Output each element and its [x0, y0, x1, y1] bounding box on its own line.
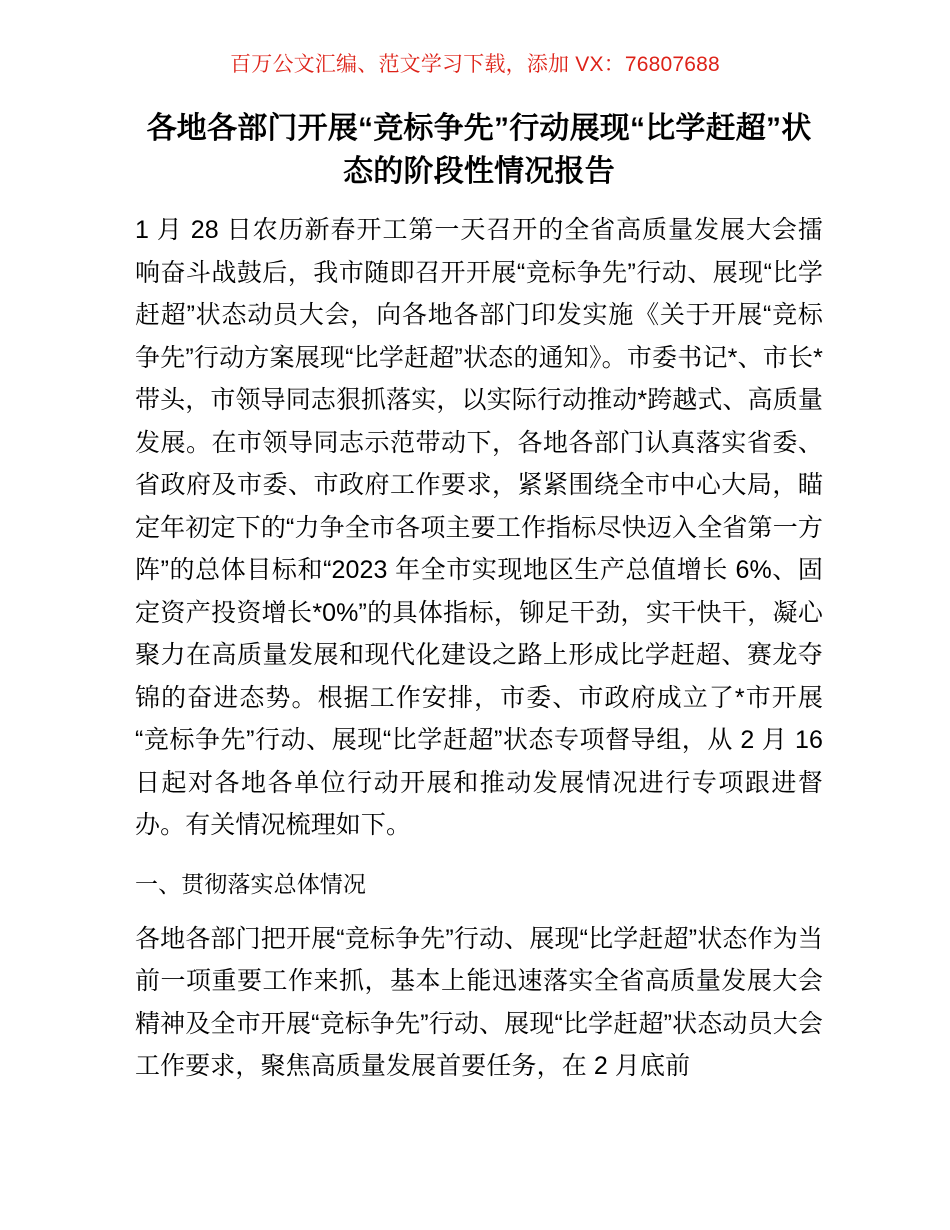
- page-title: 各地各部门开展“竞标争先”行动展现“比学赶超”状态的阶段性情况报告: [146, 112, 812, 188]
- intro-paragraph: 1 月 28 日农历新春开工第一天召开的全省高质量发展大会擂响奋斗战鼓后，我市随即召开开展“竞标争先”行动、展现“比学赶超”状态动员大会，向各地各部门印发实施《关于开展“竞标争先”行动方案展现“比学赶超”状态的通知》。市委书记*、市长*带头，市领导同志狠抓落实，以实际行动推动*跨越式、高质量发展。在市领导同志示范带动下，各地各部门认真落实省委、省政府及市委、市政府工作要求，紧紧围绕全市中心大局，瞄定年初定下的“力争全市各项主要工作指标尽快迈入全省第一方阵”的总体目标和“2023 年全市实现地区生产总值增长 6%、固定资产投资增长*0%”的具体指标，铆足干劲，实干快干，凝心聚力在高质量发展和现代化建设之路上形成比学赶超、赛龙夺锦的奋进态势。根据工作安排，市委、市政府成立了*市开展“竞标争先”行动、展现“比学赶超”状态专项督导组，从 2 月 16 日起对各地各单位行动开展和推动发展情况进行专项跟进督办。有关情况梳理如下。: [135, 216, 823, 840]
- section-heading-1: 一、贯彻落实总体情况: [135, 870, 366, 897]
- document-body: [135, 108, 823, 1102]
- section-1-paragraph: 各地各部门把开展“竞标争先”行动、展现“比学赶超”状态作为当前一项重要工作来抓，基本上能迅速落实全省高质量发展大会精神及全市开展“竞标争先”行动、展现“比学赶超”状态动员大会工作要求，聚焦高质量发展首要任务，在 2 月底前: [135, 924, 823, 1081]
- promo-header-banner: 百万公文汇编、范文学习下载，添加 VX：76807688: [230, 53, 720, 76]
